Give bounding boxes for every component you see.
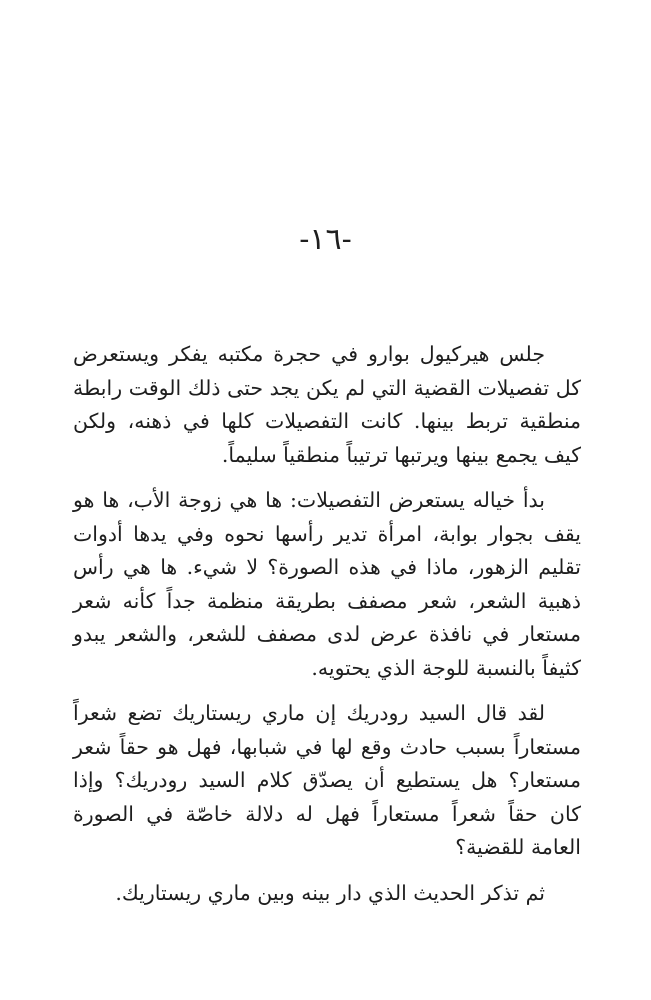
paragraph-1: جلس هيركيول بوارو في حجرة مكتبه يفكر ويستعرض كل تفصيلات القضية التي لم يكن يجد حتى ذلك الوقت رابطة منطقية تربط بينها. كانت التفصيلات كلها في ذهنه، ولكن كيف يجمع بينها ويرتبها ترتيباً منطقياً سليماً. xyxy=(73,342,581,467)
paragraph-2: بدأ خياله يستعرض التفصيلات: ها هي زوجة الأب، ها هو يقف بجوار بوابة، امرأة تدير رأسها نحوه وفي يدها أدوات تقليم الزهور، ماذا في هذه الصورة؟ لا شيء. ها هي رأس ذهبية الشعر، شعر مصفف بطريقة منظمة جداً كأنه شعر مستعار في نافذة عرض لدى مصفف للشعر، والشعر يبدو كثيفاً بالنسبة للوجة الذي يحتويه. xyxy=(73,488,581,680)
body-text xyxy=(73,338,581,922)
paragraph-4: ثم تذكر الحديث الذي دار بينه وبين ماري ريستاريك. xyxy=(115,880,545,905)
chapter-number: -١٦- xyxy=(299,222,352,257)
paragraph-3: لقد قال السيد رودريك إن ماري ريستاريك تضع شعراً مستعاراً بسبب حادث وقع لها في شبابها، فهل هو حقاً شعر مستعار؟ هل يستطيع أن يصدّق كلام السيد رودريك؟ وإذا كان حقاً شعراً مستعاراً فهل له دلالة خاصّة في الصورة العامة للقضية؟ xyxy=(73,701,581,859)
